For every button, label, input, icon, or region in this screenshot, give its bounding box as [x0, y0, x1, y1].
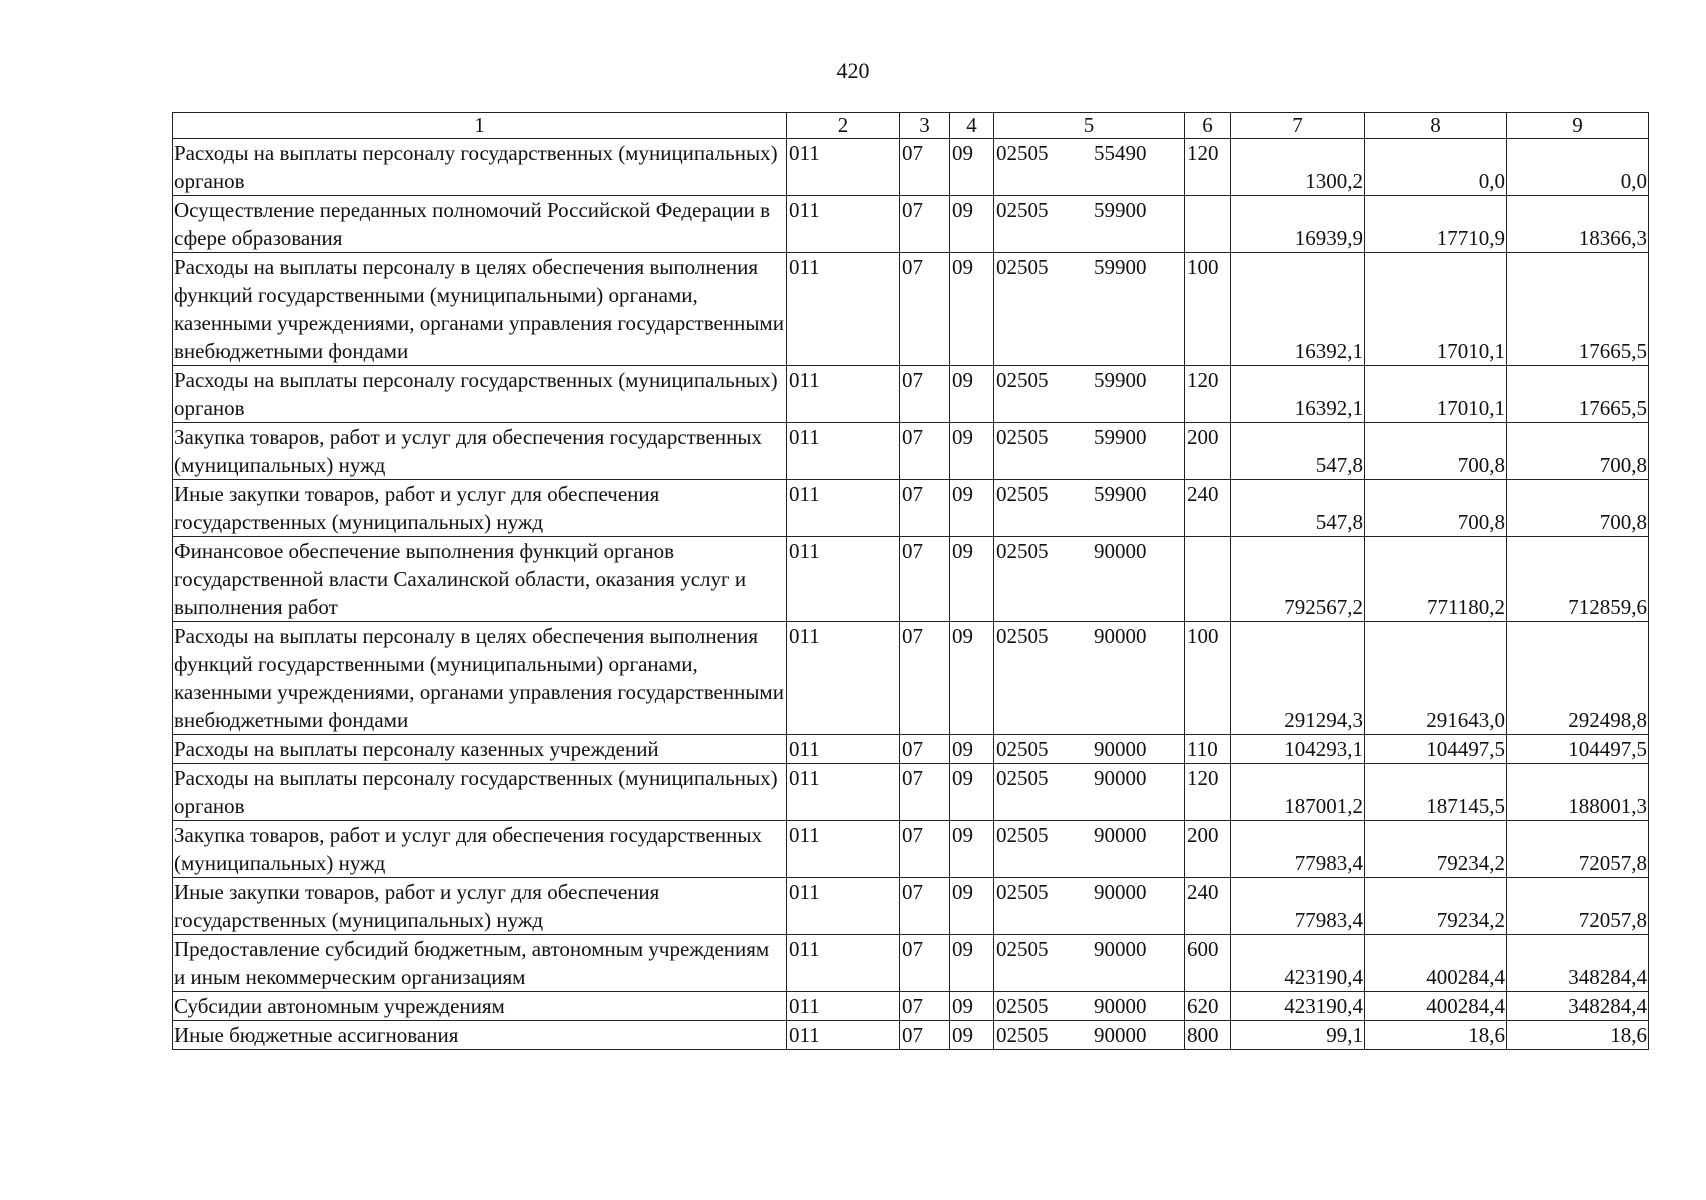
- header-col-1: 1: [173, 113, 787, 139]
- amount-year-1: 423190,4: [1231, 935, 1365, 992]
- table-row: [173, 1021, 1649, 1050]
- admin-code: 011: [787, 878, 900, 935]
- page-number: 420: [836, 58, 870, 83]
- amount-year-1: 1300,2: [1231, 139, 1365, 196]
- amount-year-1: 291294,3: [1231, 622, 1365, 735]
- expense-type-code: 100: [1185, 622, 1231, 735]
- amount-year-1: 187001,2: [1231, 764, 1365, 821]
- amount-year-3: 72057,8: [1507, 878, 1649, 935]
- amount-year-3: 292498,8: [1507, 622, 1649, 735]
- amount-year-1: 77983,4: [1231, 878, 1365, 935]
- item-name: Предоставление субсидий бюджетным, автономным учреждениям и иным некоммерческим организациям: [173, 935, 787, 992]
- section-code: 07: [900, 196, 950, 253]
- direction-code: 90000: [1094, 1023, 1147, 1047]
- direction-code: 59900: [1094, 425, 1147, 449]
- subsection-code: 09: [950, 735, 994, 764]
- item-name: Осуществление переданных полномочий Российской Федерации в сфере образования: [173, 196, 787, 253]
- amount-year-2: 17010,1: [1365, 253, 1507, 366]
- section-code: 07: [900, 764, 950, 821]
- amount-year-1: 16939,9: [1231, 196, 1365, 253]
- expense-type-code: 120: [1185, 366, 1231, 423]
- item-name: Субсидии автономным учреждениям: [173, 992, 787, 1021]
- amount-year-2: 771180,2: [1365, 537, 1507, 622]
- expense-type-code: [1185, 196, 1231, 253]
- expense-type-code: 620: [1185, 992, 1231, 1021]
- item-name: Иные закупки товаров, работ и услуг для обеспечения государственных (муниципальных) нужд: [173, 480, 787, 537]
- direction-code: 59900: [1094, 482, 1147, 506]
- target-article-cell: [994, 366, 1185, 423]
- header-col-3: 3: [900, 113, 950, 139]
- program-code: 02505: [996, 255, 1049, 279]
- amount-year-3: 712859,6: [1507, 537, 1649, 622]
- expense-type-code: 100: [1185, 253, 1231, 366]
- amount-year-1: 104293,1: [1231, 735, 1365, 764]
- program-code: 02505: [996, 737, 1049, 761]
- header-row: [173, 113, 1649, 139]
- program-code: 02505: [996, 141, 1049, 165]
- amount-year-3: 0,0: [1507, 139, 1649, 196]
- amount-year-3: 188001,3: [1507, 764, 1649, 821]
- target-article-cell: [994, 537, 1185, 622]
- header-col-5: 5: [994, 113, 1185, 139]
- amount-year-3: 17665,5: [1507, 366, 1649, 423]
- admin-code: 011: [787, 366, 900, 423]
- table-row: [173, 537, 1649, 622]
- table-row: [173, 423, 1649, 480]
- table-row: [173, 253, 1649, 366]
- subsection-code: 09: [950, 537, 994, 622]
- program-code: 02505: [996, 994, 1049, 1018]
- program-code: 02505: [996, 624, 1049, 648]
- amount-year-3: 348284,4: [1507, 992, 1649, 1021]
- amount-year-2: 79234,2: [1365, 821, 1507, 878]
- admin-code: 011: [787, 622, 900, 735]
- amount-year-2: 400284,4: [1365, 992, 1507, 1021]
- item-name: Расходы на выплаты персоналу государственных (муниципальных) органов: [173, 366, 787, 423]
- section-code: 07: [900, 735, 950, 764]
- amount-year-1: 16392,1: [1231, 253, 1365, 366]
- amount-year-2: 104497,5: [1365, 735, 1507, 764]
- program-code: 02505: [996, 198, 1049, 222]
- admin-code: 011: [787, 423, 900, 480]
- program-code: 02505: [996, 482, 1049, 506]
- subsection-code: 09: [950, 253, 994, 366]
- direction-code: 90000: [1094, 766, 1147, 790]
- direction-code: 90000: [1094, 880, 1147, 904]
- amount-year-2: 700,8: [1365, 423, 1507, 480]
- table-row: [173, 480, 1649, 537]
- subsection-code: 09: [950, 480, 994, 537]
- section-code: 07: [900, 992, 950, 1021]
- target-article-cell: [994, 139, 1185, 196]
- direction-code: 59900: [1094, 255, 1147, 279]
- section-code: 07: [900, 622, 950, 735]
- expense-type-code: 120: [1185, 764, 1231, 821]
- table-row: [173, 878, 1649, 935]
- amount-year-2: 0,0: [1365, 139, 1507, 196]
- direction-code: 90000: [1094, 624, 1147, 648]
- amount-year-3: 72057,8: [1507, 821, 1649, 878]
- item-name: Расходы на выплаты персоналу в целях обеспечения выполнения функций государственными (муниципальными) органами, казенными учреждениями, органами управления государственными внебюджетными фондами: [173, 622, 787, 735]
- amount-year-2: 17710,9: [1365, 196, 1507, 253]
- program-code: 02505: [996, 539, 1049, 563]
- amount-year-2: 18,6: [1365, 1021, 1507, 1050]
- subsection-code: 09: [950, 423, 994, 480]
- header-col-7: 7: [1231, 113, 1365, 139]
- amount-year-2: 187145,5: [1365, 764, 1507, 821]
- item-name: Закупка товаров, работ и услуг для обеспечения государственных (муниципальных) нужд: [173, 423, 787, 480]
- subsection-code: 09: [950, 878, 994, 935]
- amount-year-3: 18,6: [1507, 1021, 1649, 1050]
- admin-code: 011: [787, 764, 900, 821]
- target-article-cell: [994, 1021, 1185, 1050]
- expense-type-code: [1185, 537, 1231, 622]
- expense-type-code: 120: [1185, 139, 1231, 196]
- item-name: Расходы на выплаты персоналу государственных (муниципальных) органов: [173, 764, 787, 821]
- amount-year-1: 423190,4: [1231, 992, 1365, 1021]
- header-col-4: 4: [950, 113, 994, 139]
- expense-type-code: 110: [1185, 735, 1231, 764]
- subsection-code: 09: [950, 196, 994, 253]
- amount-year-2: 291643,0: [1365, 622, 1507, 735]
- amount-year-1: 792567,2: [1231, 537, 1365, 622]
- direction-code: 55490: [1094, 141, 1147, 165]
- target-article-cell: [994, 253, 1185, 366]
- header-col-8: 8: [1365, 113, 1507, 139]
- program-code: 02505: [996, 937, 1049, 961]
- section-code: 07: [900, 935, 950, 992]
- subsection-code: 09: [950, 139, 994, 196]
- direction-code: 90000: [1094, 737, 1147, 761]
- subsection-code: 09: [950, 366, 994, 423]
- target-article-cell: [994, 735, 1185, 764]
- amount-year-1: 547,8: [1231, 480, 1365, 537]
- expense-type-code: 200: [1185, 423, 1231, 480]
- item-name: Закупка товаров, работ и услуг для обеспечения государственных (муниципальных) нужд: [173, 821, 787, 878]
- target-article-cell: [994, 992, 1185, 1021]
- budget-table: [172, 112, 1649, 1050]
- section-code: 07: [900, 480, 950, 537]
- amount-year-1: 99,1: [1231, 1021, 1365, 1050]
- amount-year-3: 17665,5: [1507, 253, 1649, 366]
- program-code: 02505: [996, 1023, 1049, 1047]
- admin-code: 011: [787, 821, 900, 878]
- target-article-cell: [994, 878, 1185, 935]
- program-code: 02505: [996, 880, 1049, 904]
- expense-type-code: 200: [1185, 821, 1231, 878]
- item-name: Расходы на выплаты персоналу в целях обеспечения выполнения функций государственными (муниципальными) органами, казенными учреждениями, органами управления государственными внебюджетными фондами: [173, 253, 787, 366]
- table-row: [173, 764, 1649, 821]
- section-code: 07: [900, 366, 950, 423]
- target-article-cell: [994, 821, 1185, 878]
- section-code: 07: [900, 253, 950, 366]
- section-code: 07: [900, 423, 950, 480]
- subsection-code: 09: [950, 935, 994, 992]
- amount-year-1: 547,8: [1231, 423, 1365, 480]
- amount-year-2: 400284,4: [1365, 935, 1507, 992]
- target-article-cell: [994, 423, 1185, 480]
- program-code: 02505: [996, 368, 1049, 392]
- program-code: 02505: [996, 425, 1049, 449]
- direction-code: 90000: [1094, 539, 1147, 563]
- section-code: 07: [900, 537, 950, 622]
- amount-year-2: 79234,2: [1365, 878, 1507, 935]
- header-col-6: 6: [1185, 113, 1231, 139]
- direction-code: 90000: [1094, 823, 1147, 847]
- amount-year-2: 700,8: [1365, 480, 1507, 537]
- admin-code: 011: [787, 253, 900, 366]
- subsection-code: 09: [950, 821, 994, 878]
- amount-year-1: 77983,4: [1231, 821, 1365, 878]
- admin-code: 011: [787, 139, 900, 196]
- amount-year-3: 348284,4: [1507, 935, 1649, 992]
- direction-code: 59900: [1094, 368, 1147, 392]
- target-article-cell: [994, 480, 1185, 537]
- amount-year-3: 700,8: [1507, 423, 1649, 480]
- section-code: 07: [900, 878, 950, 935]
- admin-code: 011: [787, 935, 900, 992]
- expense-type-code: 600: [1185, 935, 1231, 992]
- item-name: Иные закупки товаров, работ и услуг для обеспечения государственных (муниципальных) нужд: [173, 878, 787, 935]
- target-article-cell: [994, 764, 1185, 821]
- expense-type-code: 240: [1185, 480, 1231, 537]
- direction-code: 90000: [1094, 994, 1147, 1018]
- table-row: [173, 622, 1649, 735]
- target-article-cell: [994, 196, 1185, 253]
- item-name: Финансовое обеспечение выполнения функций органов государственной власти Сахалинской области, оказания услуг и выполнения работ: [173, 537, 787, 622]
- admin-code: 011: [787, 735, 900, 764]
- direction-code: 90000: [1094, 937, 1147, 961]
- admin-code: 011: [787, 1021, 900, 1050]
- header-col-9: 9: [1507, 113, 1649, 139]
- program-code: 02505: [996, 766, 1049, 790]
- amount-year-2: 17010,1: [1365, 366, 1507, 423]
- direction-code: 59900: [1094, 198, 1147, 222]
- table-row: [173, 935, 1649, 992]
- table-row: [173, 992, 1649, 1021]
- target-article-cell: [994, 622, 1185, 735]
- table-row: [173, 366, 1649, 423]
- admin-code: 011: [787, 992, 900, 1021]
- item-name: Иные бюджетные ассигнования: [173, 1021, 787, 1050]
- header-col-2: 2: [787, 113, 900, 139]
- program-code: 02505: [996, 823, 1049, 847]
- item-name: Расходы на выплаты персоналу казенных учреждений: [173, 735, 787, 764]
- amount-year-1: 16392,1: [1231, 366, 1365, 423]
- expense-type-code: 800: [1185, 1021, 1231, 1050]
- subsection-code: 09: [950, 764, 994, 821]
- subsection-code: 09: [950, 622, 994, 735]
- expense-type-code: 240: [1185, 878, 1231, 935]
- table-row: [173, 139, 1649, 196]
- table-row: [173, 821, 1649, 878]
- amount-year-3: 18366,3: [1507, 196, 1649, 253]
- admin-code: 011: [787, 196, 900, 253]
- admin-code: 011: [787, 480, 900, 537]
- table-row: [173, 735, 1649, 764]
- amount-year-3: 700,8: [1507, 480, 1649, 537]
- section-code: 07: [900, 139, 950, 196]
- admin-code: 011: [787, 537, 900, 622]
- subsection-code: 09: [950, 1021, 994, 1050]
- section-code: 07: [900, 821, 950, 878]
- target-article-cell: [994, 935, 1185, 992]
- item-name: Расходы на выплаты персоналу государственных (муниципальных) органов: [173, 139, 787, 196]
- subsection-code: 09: [950, 992, 994, 1021]
- amount-year-3: 104497,5: [1507, 735, 1649, 764]
- table-row: [173, 196, 1649, 253]
- section-code: 07: [900, 1021, 950, 1050]
